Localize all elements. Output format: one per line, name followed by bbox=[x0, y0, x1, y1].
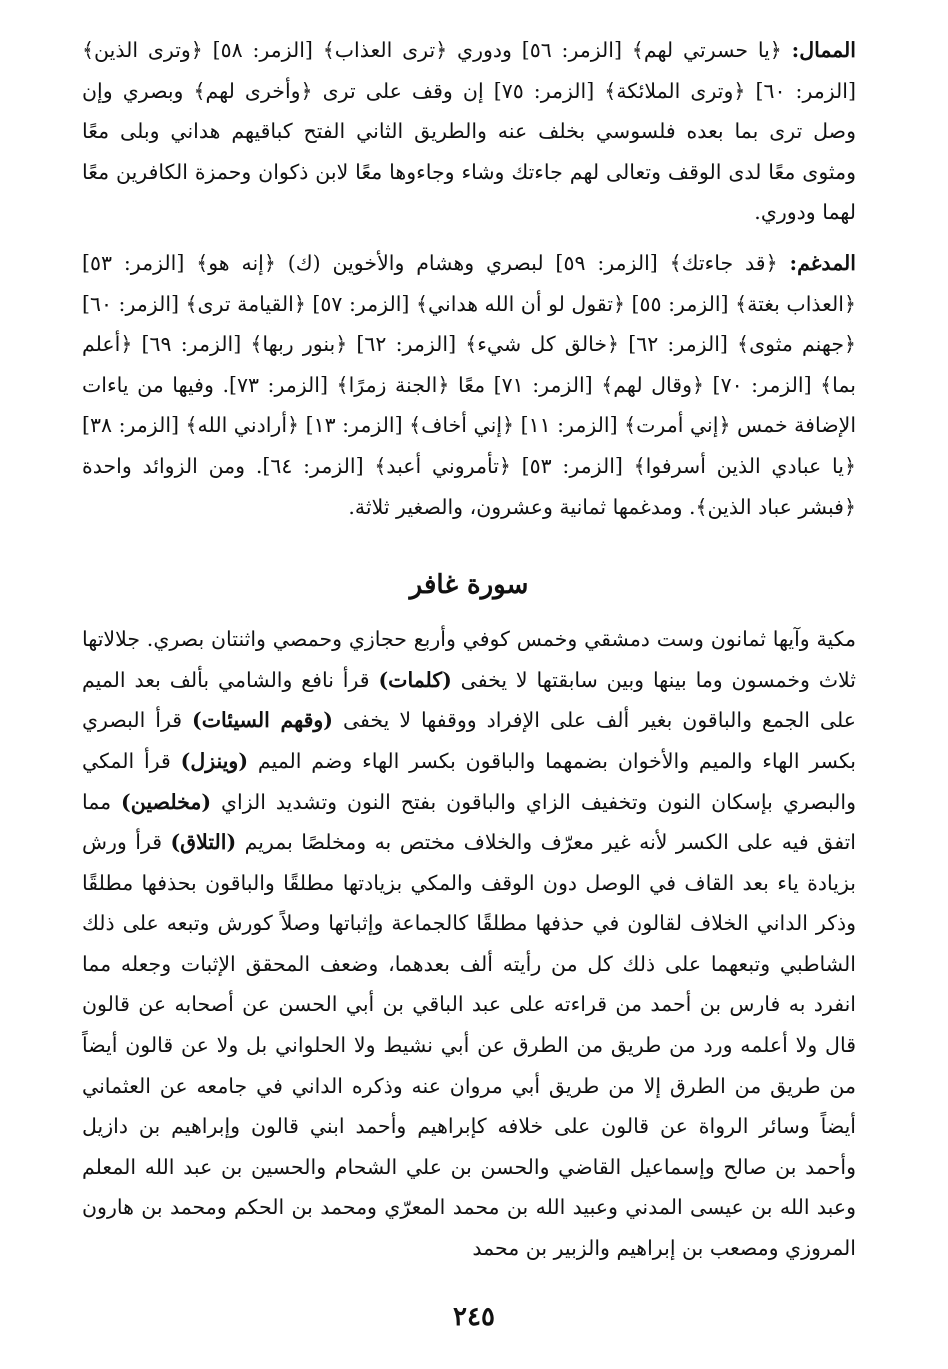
imala-paragraph bbox=[82, 30, 856, 233]
surah-text-4: قرأ المكي والبصري بإسكان النون وتخفيف الزاي والباقون بفتح النون وتشديد الزاي bbox=[82, 748, 856, 814]
imala-label: الممال: bbox=[791, 38, 856, 62]
surah-text-2: قرأ نافع والشامي بألف بعد الميم على الجمع والباقون بغير ألف على الإفراد ووقفها لا يخفى bbox=[82, 667, 856, 733]
page-body bbox=[82, 30, 856, 1269]
surah-text-3: قرأ البصري بكسر الهاء والميم والأخوان بضمهما والباقون بكسر الهاء وضم الميم bbox=[82, 708, 856, 773]
surah-text-5: مما اتفق فيه على الكسر لأنه غير معرّف والخلاف مختص به ومخلصًا بمريم bbox=[82, 789, 856, 855]
idgham-label: المدغم: bbox=[789, 250, 856, 275]
imala-text: ﴿يا حسرتي لهم﴾ [الزمر: ٥٦] ودوري ﴿ترى العذاب﴾ [الزمر: ٥٨] ﴿وترى الذين﴾ [الزمر: ٦٠] ﴿وترى الملائكة﴾ [الزمر: ٧٥] إن وقف على ترى ﴿وأخرى لهم﴾ وبصري وإن وصل ترى بما بعده فلسوسي بخلف عنه والطريق الثاني الفتح كباقيهم هداني وبلى معًا ومثوى معًا لدى الوقف وتعالى لهم جاءتك وشاء وجاءوها معًا لابن ذكوان وحمزة الكافرين معًا لهما ودوري. bbox=[82, 38, 856, 225]
word-mukhlisin: (مخلصين) bbox=[121, 789, 212, 814]
idgham-text: ﴿قد جاءتك﴾ [الزمر: ٥٩] لبصري وهشام والأخوين (ك) ﴿إنه هو﴾ [الزمر: ٥٣] ﴿العذاب بغتة﴾ [الزمر: ٥٥] ﴿تقول لو أن الله هداني﴾ [الزمر: ٥٧] ﴿القيامة ترى﴾ [الزمر: ٦٠] ﴿جهنم مثوى﴾ [الزمر: ٦٢] ﴿خالق كل شيء﴾ [الزمر: ٦٢] ﴿بنور ربها﴾ [الزمر: ٦٩] ﴿أعلم بما﴾ [الزمر: ٧٠] ﴿وقال لهم﴾ [الزمر: ٧١] معًا ﴿الجنة زمرًا﴾ [الزمر: ٧٣]. وفيها من ياءات الإضافة خمس ﴿إني أمرت﴾ [الزمر: ١١] ﴿إني أخاف﴾ [الزمر: ١٣] ﴿أرادني الله﴾ [الزمر: ٣٨] ﴿يا عبادي الذين أسرفوا﴾ [الزمر: ٥٣] ﴿تأمروني أعبد﴾ [الزمر: ٦٤]. ومن الزوائد واحدة ﴿فبشر عباد الذين﴾. ومدغمها ثمانية وعشرون، والصغير ثلاثة. bbox=[82, 250, 857, 519]
surah-title: سورة غافر bbox=[409, 570, 529, 601]
idgham-paragraph bbox=[82, 243, 856, 527]
word-yunazzil: (وينزل) bbox=[180, 748, 249, 773]
word-talaq: (التلاق) bbox=[170, 830, 237, 855]
surah-text-6: قرأ ورش بزيادة ياء بعد القاف في الوصل دون الوقف والمكي بزيادتها مطلقًا والباقون بحذفها مطلقًا وذكر الداني الخلاف لقالون في حذفها مطلقًا كالجماعة وإثباتها وصلاً كورش وتبعه على ذلك الشاطبي وتبعهما على ذلك كل من رأيته ألف بعدهما، وضعف المحقق الإثبات وجعله مما انفرد به فارس بن أحمد من قراءته على عبد الباقي بن أبي الحسن عن أصحابه عن قالون قال ولا أعلمه ورد من طريق من الطرق عن أبي نشيط ولا الحلواني بل ولا عن قالون أيضاً من طريق من الطرق إلا من طريق أبي مروان عنه وذكره الداني في جامعه عن العثماني أيضاً وسائر الرواة عن قالون على خلافه كإبراهيم وأحمد ابني قالون وإبراهيم بن دازيل وأحمد بن صالح وإسماعيل القاضي والحسن بن علي الشحام والحسين بن عبد الله المعلم وعبد الله بن عيسى المدني وعبيد الله بن محمد المعرّي ومحمد بن الحكم ومحمد بن هارون المروزي ومصعب بن إبراهيم والزبير بن محمد bbox=[82, 830, 856, 1261]
surah-paragraph bbox=[82, 619, 856, 1269]
word-waqihim: (وقهم السيئات) bbox=[192, 708, 333, 733]
surah-text-1: مكية وآيها ثمانون وست دمشقي وخمس كوفي وأربع حجازي وحمصي واثنتان بصري. جلالاتها ثلاث وخمسون وما بينها وبين سابقتها لا يخفى bbox=[82, 627, 856, 692]
page-number: ٢٤٥ bbox=[453, 1302, 495, 1332]
word-kalimat: (كلمات) bbox=[378, 667, 452, 692]
